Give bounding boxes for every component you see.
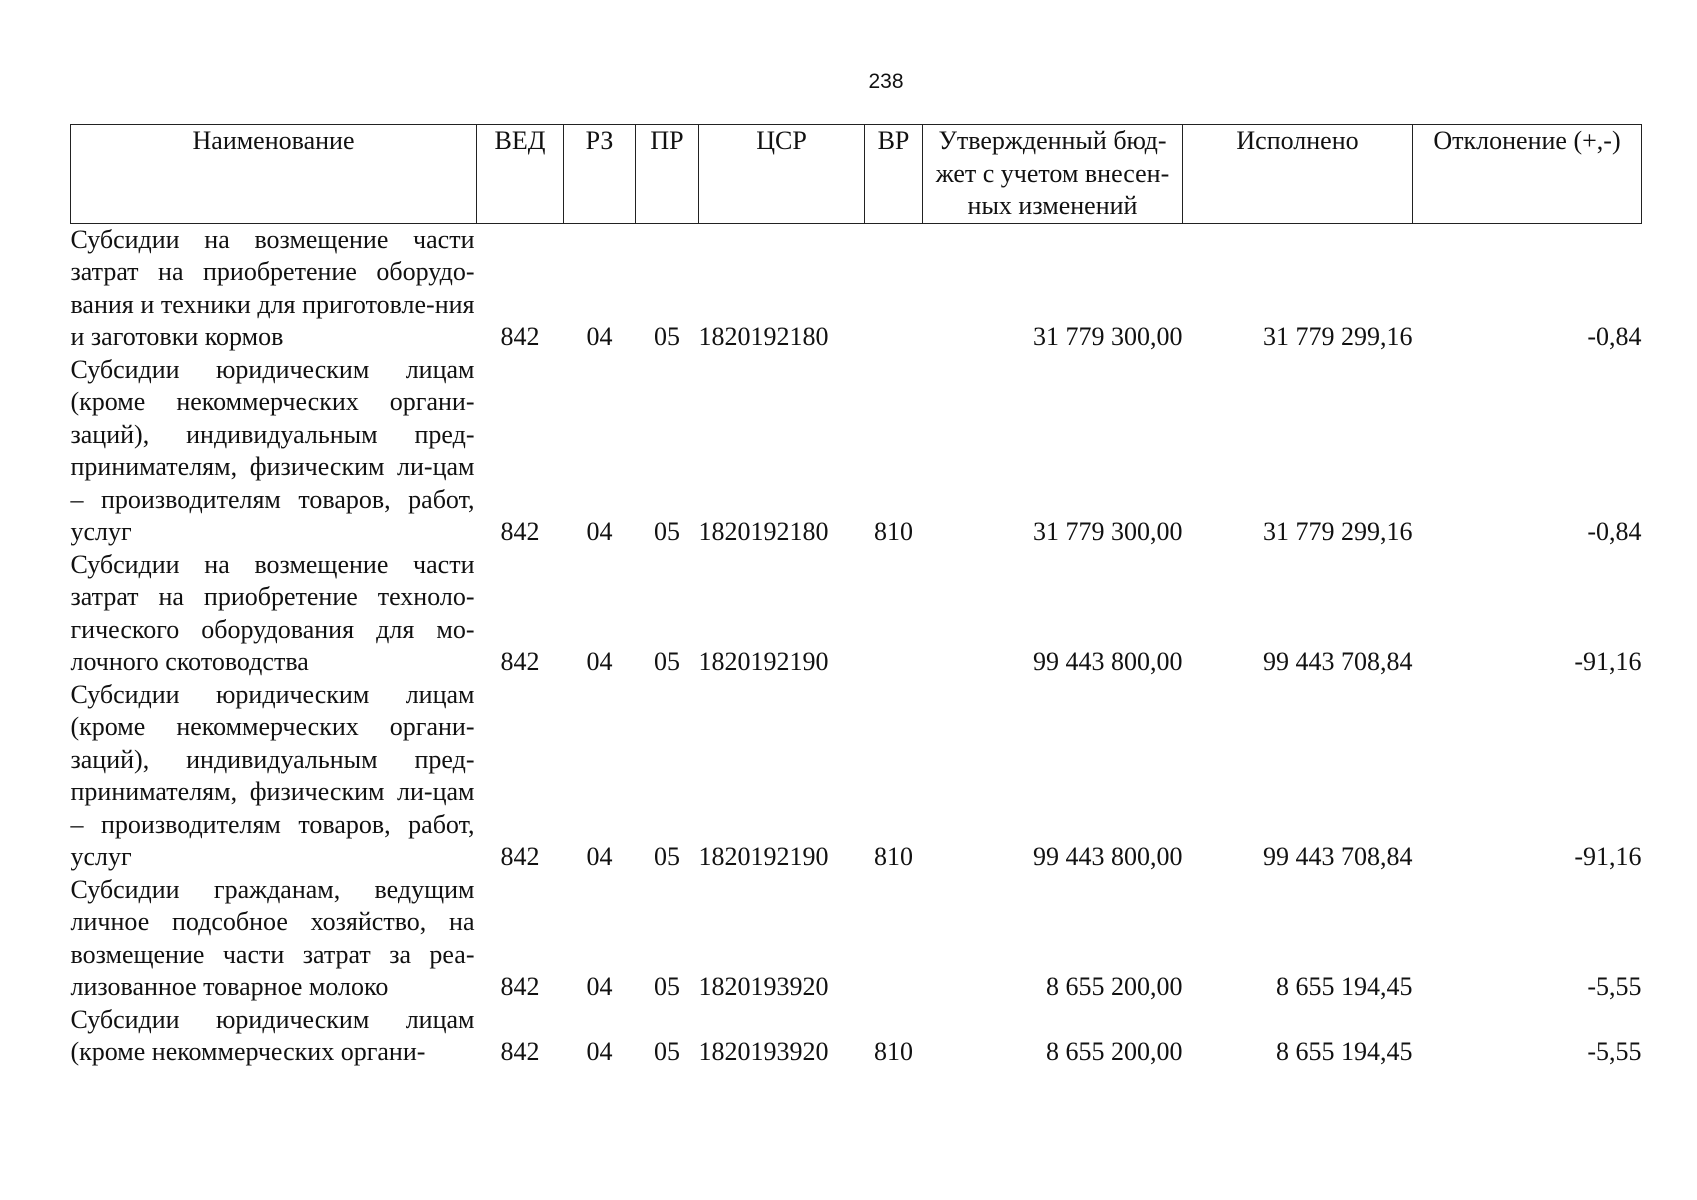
row-csr: 1820192190 xyxy=(698,647,829,676)
row-ved: 842 xyxy=(500,322,540,351)
row-csr: 1820192180 xyxy=(698,517,829,546)
row-csr: 1820192180 xyxy=(698,322,829,351)
row-executed: 8 655 194,45 xyxy=(1276,1037,1413,1066)
row-rz: 04 xyxy=(586,647,613,676)
row-name: Субсидии на возмещение части затрат на приобретение оборудо-вания и техники для приготовле-ния и заготовки кормов xyxy=(70,224,475,351)
row-name: Субсидии гражданам, ведущим личное подсобное хозяйство, на возмещение части затрат за реа-лизованное товарное молоко xyxy=(70,874,475,1001)
col-header-name: Наименование xyxy=(71,125,477,224)
row-vr xyxy=(865,223,923,354)
row-vr: 810 xyxy=(874,842,913,871)
row-rz: 04 xyxy=(586,972,613,1001)
col-header-ved: ВЕД xyxy=(477,125,564,224)
row-deviation: -0,84 xyxy=(1587,517,1642,546)
row-rz: 04 xyxy=(586,1037,613,1066)
row-ved: 842 xyxy=(500,972,540,1001)
row-approved: 99 443 800,00 xyxy=(1033,842,1183,871)
row-deviation: -0,84 xyxy=(1587,322,1642,351)
row-pr: 05 xyxy=(654,842,680,871)
row-ved: 842 xyxy=(500,517,540,546)
row-vr: 810 xyxy=(874,517,913,546)
table-row xyxy=(71,354,1642,549)
table-row xyxy=(71,874,1642,1004)
row-ved: 842 xyxy=(500,647,540,676)
row-executed: 99 443 708,84 xyxy=(1263,647,1413,676)
col-header-vr: ВР xyxy=(865,125,923,224)
table-row xyxy=(71,679,1642,874)
row-deviation: -5,55 xyxy=(1587,972,1642,1001)
row-deviation: -91,16 xyxy=(1574,647,1642,676)
row-vr xyxy=(865,549,923,679)
col-header-approved: Утвержденный бюд-жет с учетом внесен-ных изменений xyxy=(923,125,1183,224)
row-approved: 99 443 800,00 xyxy=(1033,647,1183,676)
table-row xyxy=(71,549,1642,679)
row-name: Субсидии юридическим лицам (кроме некоммерческих органи-заций), индивидуальным пред-принимателям, физическим ли-цам – производителям товаров, работ, услуг xyxy=(70,679,475,871)
row-csr: 1820193920 xyxy=(698,972,829,1001)
row-deviation: -5,55 xyxy=(1587,1037,1642,1066)
row-pr: 05 xyxy=(654,517,680,546)
row-pr: 05 xyxy=(654,972,680,1001)
row-name: Субсидии юридическим лицам (кроме некоммерческих органи-заций), индивидуальным пред-принимателям, физическим ли-цам – производителям товаров, работ, услуг xyxy=(70,354,475,546)
row-ved: 842 xyxy=(500,1037,540,1066)
row-rz: 04 xyxy=(586,322,613,351)
col-header-pr: ПР xyxy=(636,125,699,224)
row-rz: 04 xyxy=(586,517,613,546)
col-header-rz: РЗ xyxy=(564,125,636,224)
row-executed: 31 779 299,16 xyxy=(1263,322,1413,351)
col-header-executed: Исполнено xyxy=(1183,125,1413,224)
row-pr: 05 xyxy=(654,322,680,351)
budget-table xyxy=(70,124,1642,1069)
page-number: 238 xyxy=(868,70,904,93)
row-pr: 05 xyxy=(654,1037,680,1066)
row-approved: 8 655 200,00 xyxy=(1046,972,1183,1001)
row-ved: 842 xyxy=(500,842,540,871)
table-row xyxy=(71,1004,1642,1069)
row-pr: 05 xyxy=(654,647,680,676)
row-csr: 1820192190 xyxy=(698,842,829,871)
row-name: Субсидии юридическим лицам (кроме некоммерческих органи- xyxy=(70,1004,475,1066)
col-header-deviation: Отклонение (+,-) xyxy=(1413,125,1642,224)
row-executed: 8 655 194,45 xyxy=(1276,972,1413,1001)
row-csr: 1820193920 xyxy=(698,1037,829,1066)
row-executed: 31 779 299,16 xyxy=(1263,517,1413,546)
row-vr xyxy=(865,874,923,1004)
row-name: Субсидии на возмещение части затрат на приобретение техноло-гического оборудования для мо-лочного скотоводства xyxy=(70,549,475,676)
col-header-csr: ЦСР xyxy=(699,125,865,224)
row-approved: 31 779 300,00 xyxy=(1033,322,1183,351)
table-row xyxy=(71,223,1642,354)
row-rz: 04 xyxy=(586,842,613,871)
row-deviation: -91,16 xyxy=(1574,842,1642,871)
row-executed: 99 443 708,84 xyxy=(1263,842,1413,871)
row-approved: 8 655 200,00 xyxy=(1046,1037,1183,1066)
header-row xyxy=(71,125,1642,224)
row-approved: 31 779 300,00 xyxy=(1033,517,1183,546)
row-vr: 810 xyxy=(874,1037,913,1066)
